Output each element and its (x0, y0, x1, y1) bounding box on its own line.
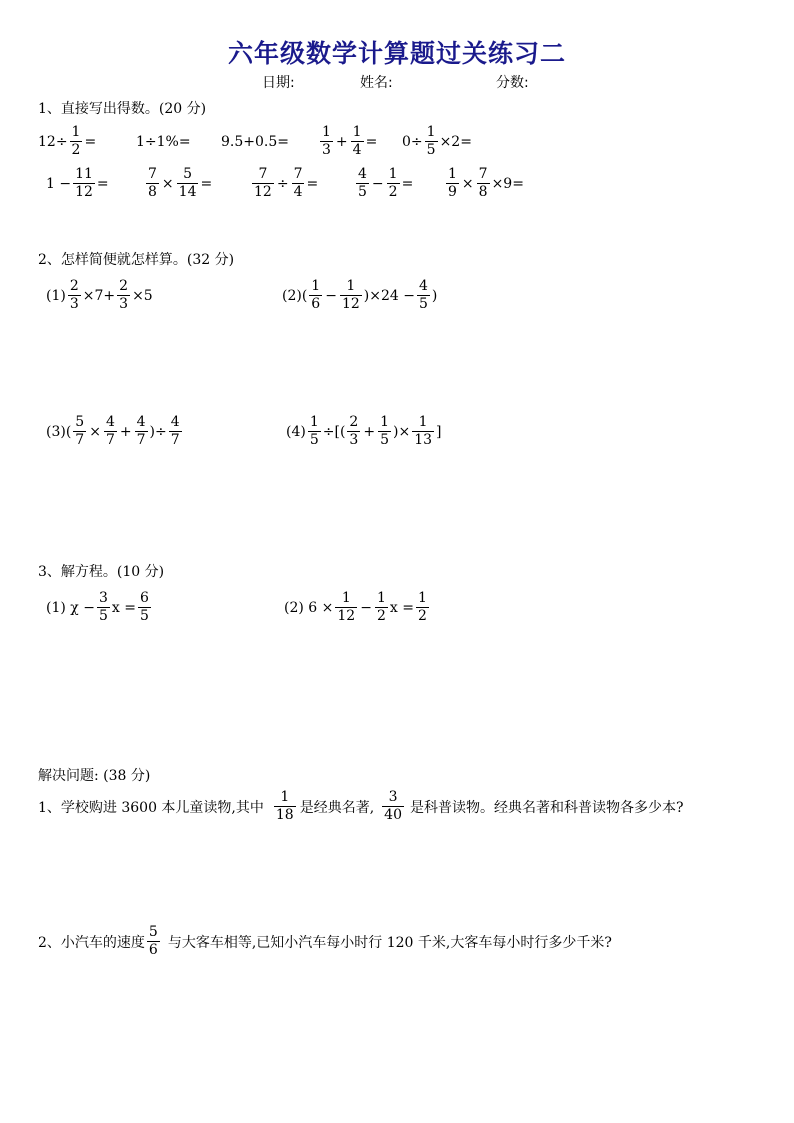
operator: × (461, 175, 474, 192)
denominator: 12 (341, 296, 360, 312)
denominator: 13 (414, 432, 433, 448)
denominator: 12 (337, 608, 356, 624)
section4-heading: 解决问题: (38 分) (38, 768, 151, 784)
fraction (335, 590, 357, 625)
fraction (177, 166, 199, 201)
expr-text: 9.5+0.5= (221, 134, 289, 150)
s1-expr-5 (402, 124, 472, 159)
numerator: 2 (69, 278, 79, 294)
s2-problem-3 (46, 414, 184, 449)
fraction (292, 166, 305, 201)
s2-problem-4 (286, 414, 442, 449)
s1-expr-1 (38, 124, 96, 159)
s1-expr-3 (221, 134, 289, 150)
denominator: 2 (71, 142, 81, 158)
operator: + (119, 423, 132, 440)
operator: − (360, 599, 372, 616)
s1-expr-4 (318, 124, 377, 159)
s2-problem-1 (46, 278, 153, 313)
numerator: 1 (311, 278, 321, 294)
fraction (70, 124, 83, 159)
expr-text: = (84, 133, 97, 150)
denominator: 2 (388, 184, 398, 200)
s1-expr-6 (46, 166, 109, 201)
fraction (412, 414, 434, 449)
denominator: 6 (311, 296, 321, 312)
denominator: 5 (98, 608, 108, 624)
problem-label: (1) χ − (46, 599, 95, 616)
fraction (378, 414, 391, 449)
numerator: 1 (388, 166, 398, 182)
numerator: 1 (346, 278, 356, 294)
fraction (73, 166, 95, 201)
numerator: 2 (349, 414, 359, 430)
fraction (340, 278, 362, 313)
denominator: 4 (293, 184, 303, 200)
numerator: 3 (388, 789, 398, 805)
fraction (73, 414, 86, 449)
denominator: 12 (254, 184, 272, 200)
numerator: 2 (119, 278, 129, 294)
denominator: 8 (148, 184, 157, 200)
expr-text: ×7+ (82, 287, 116, 304)
s1-expr-10 (444, 166, 524, 201)
denominator: 7 (75, 432, 85, 448)
numerator: 5 (148, 924, 158, 940)
page-title: 六年级数学计算题过关练习二 (227, 39, 566, 68)
numerator: 1 (417, 590, 427, 606)
denominator: 12 (75, 184, 93, 200)
fraction (274, 789, 296, 824)
fraction (135, 414, 148, 449)
question-text: 2、小汽车的速度 (38, 934, 145, 951)
operator: × (161, 175, 174, 192)
section2-heading: 2、怎样简便就怎样算。(32 分) (38, 252, 235, 268)
expr-text: ] (436, 423, 442, 440)
fraction (169, 414, 182, 449)
denominator: 18 (275, 807, 294, 823)
fraction (68, 278, 81, 313)
fraction (347, 414, 360, 449)
numerator: 1 (309, 414, 319, 430)
fraction (425, 124, 438, 159)
expr-text: )×24 − (363, 287, 415, 304)
fraction (477, 166, 490, 201)
numerator: 4 (418, 278, 428, 294)
problem-label: (4) (286, 423, 306, 440)
denominator: 40 (384, 807, 402, 823)
expr-text: ×9= (491, 175, 524, 192)
problem-label: (3)( (46, 423, 72, 440)
expr-text: = (306, 175, 319, 192)
expr-text: ) (431, 287, 438, 304)
denominator: 3 (349, 432, 359, 448)
numerator: 1 (71, 124, 81, 140)
operator: − (325, 287, 337, 304)
numerator: 11 (75, 166, 93, 182)
denominator: 9 (448, 184, 457, 200)
fraction (320, 124, 333, 159)
expr-text: 0÷ (402, 133, 423, 150)
denominator: 3 (119, 296, 129, 312)
denominator: 4 (352, 142, 362, 158)
numerator: 4 (358, 166, 367, 182)
numerator: 1 (376, 590, 386, 606)
fraction (97, 590, 110, 625)
operator: − (371, 175, 384, 192)
expr-text: x = (111, 599, 136, 616)
numerator: 5 (75, 414, 85, 430)
numerator: 1 (418, 414, 428, 430)
denominator: 14 (178, 184, 197, 200)
fraction (416, 590, 429, 625)
denominator: 5 (380, 432, 389, 448)
numerator: 7 (478, 166, 488, 182)
fraction (252, 166, 274, 201)
denominator: 6 (148, 942, 158, 958)
problem-label: (1) (46, 287, 66, 304)
operator: + (335, 133, 348, 150)
numerator: 4 (136, 414, 146, 430)
fraction (382, 789, 404, 824)
fraction (446, 166, 459, 201)
fraction (138, 590, 151, 625)
question-text: 1、学校购进 3600 本儿童读物,其中 (38, 799, 264, 816)
numerator: 1 (341, 590, 351, 606)
section3-heading: 3、解方程。(10 分) (38, 564, 165, 580)
s3-equation-2 (284, 590, 431, 625)
expr-text: 1 − (46, 175, 72, 192)
expr-text: = (200, 175, 213, 192)
fraction (146, 166, 159, 201)
operator: ÷ (276, 175, 289, 192)
numerator: 1 (448, 166, 457, 182)
numerator: 1 (280, 789, 290, 805)
fraction (417, 278, 430, 313)
s3-equation-1 (46, 590, 153, 625)
fraction (309, 278, 322, 313)
operator: + (363, 423, 376, 440)
problem-label: (2)( (282, 287, 308, 304)
denominator: 3 (322, 142, 331, 158)
denominator: 5 (426, 142, 436, 158)
expr-text: x = (389, 599, 414, 616)
numerator: 1 (322, 124, 331, 140)
expr-text: = (365, 133, 378, 150)
fraction (351, 124, 364, 159)
expr-text: 1÷1%= (136, 134, 191, 150)
denominator: 7 (105, 432, 115, 448)
fraction (308, 414, 321, 449)
denominator: 8 (478, 184, 488, 200)
expr-text: = (96, 175, 109, 192)
section1-heading: 1、直接写出得数。(20 分) (38, 101, 207, 117)
name-label: 姓名: (360, 75, 393, 91)
date-label: 日期: (262, 75, 295, 91)
numerator: 1 (352, 124, 362, 140)
numerator: 4 (105, 414, 115, 430)
denominator: 5 (309, 432, 319, 448)
score-label: 分数: (496, 75, 529, 91)
expr-text: 12÷ (38, 133, 68, 150)
denominator: 5 (358, 184, 367, 200)
expr-text: )× (393, 423, 411, 440)
s1-expr-7 (144, 166, 212, 201)
problem-label: (2) 6 × (284, 599, 334, 616)
fraction (147, 924, 160, 959)
s1-expr-2 (136, 134, 191, 150)
numerator: 7 (148, 166, 157, 182)
denominator: 3 (69, 296, 79, 312)
fraction (387, 166, 400, 201)
numerator: 7 (258, 166, 268, 182)
s1-expr-9 (354, 166, 413, 201)
expr-text: ×5 (132, 287, 153, 304)
s1-expr-8 (250, 166, 318, 201)
question-text: 是经典名著, (299, 799, 375, 816)
denominator: 5 (418, 296, 428, 312)
question-text: 与大客车相等,已知小汽车每小时行 120 千米,大客车每小时行多少千米? (167, 934, 612, 951)
numerator: 1 (380, 414, 389, 430)
denominator: 2 (417, 608, 427, 624)
fraction (117, 278, 130, 313)
operator: × (89, 423, 101, 440)
expr-text: )÷ (149, 423, 167, 440)
denominator: 5 (139, 608, 149, 624)
s4-question-2 (38, 924, 612, 959)
numerator: 7 (293, 166, 303, 182)
fraction (104, 414, 117, 449)
expr-text: ×2= (439, 133, 472, 150)
denominator: 2 (376, 608, 386, 624)
denominator: 7 (136, 432, 146, 448)
denominator: 7 (170, 432, 180, 448)
fraction (375, 590, 388, 625)
expr-text: ÷[( (322, 423, 346, 440)
fraction (356, 166, 369, 201)
numerator: 1 (426, 124, 436, 140)
numerator: 5 (183, 166, 193, 182)
expr-text: = (401, 175, 414, 192)
numerator: 3 (98, 590, 108, 606)
s4-question-1 (38, 789, 684, 824)
s2-problem-2 (282, 278, 437, 313)
numerator: 6 (139, 590, 149, 606)
question-text: 是科普读物。经典名著和科普读物各多少本? (410, 799, 684, 816)
numerator: 4 (170, 414, 180, 430)
